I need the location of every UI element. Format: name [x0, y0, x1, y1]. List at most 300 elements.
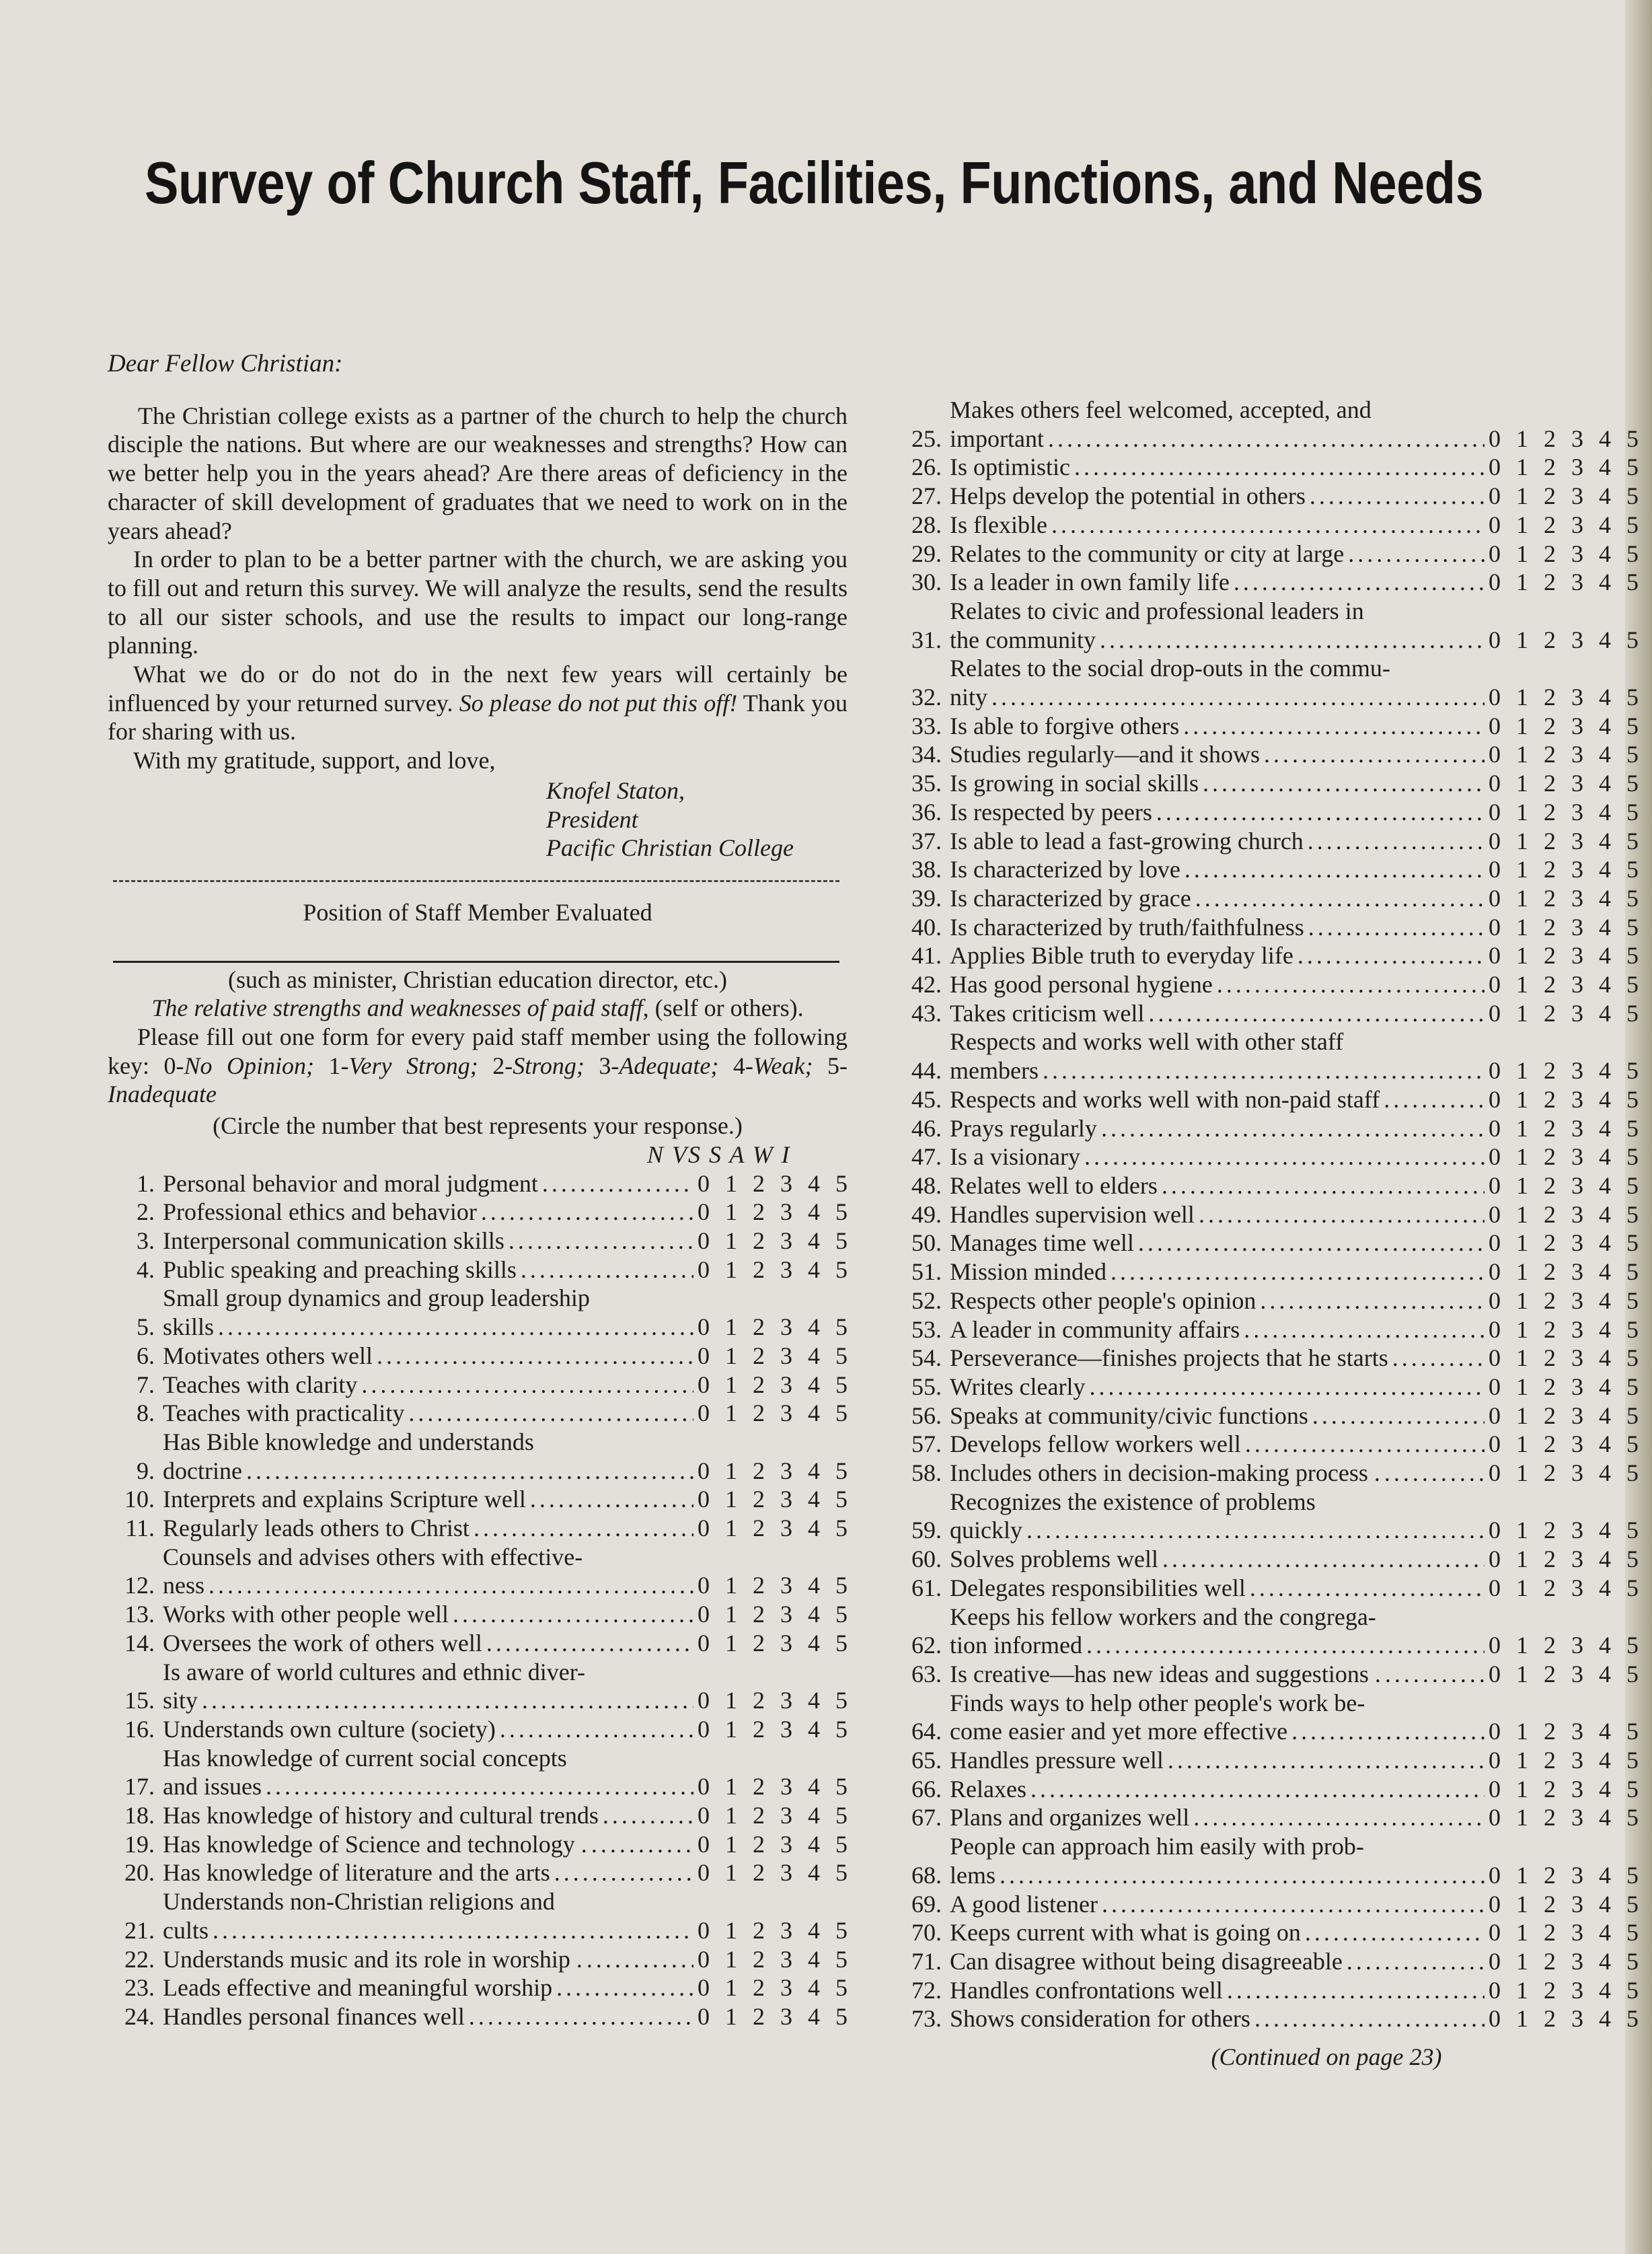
item-line — [950, 396, 1489, 425]
item-number: 48. — [911, 1171, 942, 1199]
survey-item — [108, 1830, 848, 1859]
item-number: 53. — [911, 1315, 942, 1343]
survey-item — [893, 1746, 1639, 1775]
rating-options[interactable]: 0 1 2 3 4 5 — [698, 1342, 848, 1369]
item-text: Motivates others well — [163, 1342, 373, 1369]
item-text: Is a visionary — [950, 1143, 1080, 1171]
item-number: 26. — [911, 453, 942, 481]
item-text-block — [950, 1459, 1489, 1488]
item-number: 7. — [137, 1371, 155, 1398]
survey-item — [893, 1918, 1639, 1947]
item-number: 23. — [124, 1974, 155, 2002]
survey-item — [893, 511, 1639, 540]
rating-options[interactable]: 0 1 2 3 4 5 — [698, 1227, 848, 1254]
rating-options[interactable]: 0 1 2 3 4 5 — [1489, 1229, 1639, 1257]
survey-item — [108, 1629, 848, 1658]
item-line — [163, 1457, 698, 1486]
rating-options[interactable]: 0 1 2 3 4 5 — [1489, 1546, 1639, 1573]
survey-item — [893, 941, 1639, 970]
rating-options[interactable]: 0 1 2 3 4 5 — [1489, 626, 1639, 653]
item-line — [950, 1027, 1489, 1056]
key-3: 3- — [584, 1052, 620, 1079]
item-text: Is a leader in own family life — [950, 569, 1230, 596]
rating-options[interactable]: 0 1 2 3 4 5 — [1489, 1947, 1639, 1975]
rating-options[interactable]: 0 1 2 3 4 5 — [1489, 798, 1639, 826]
leader-dots — [481, 1198, 693, 1227]
rating-options[interactable]: 0 1 2 3 4 5 — [1489, 884, 1639, 912]
item-text: Has knowledge of history and cultural trends — [163, 1802, 599, 1829]
leader-dots — [1086, 1631, 1485, 1660]
item-number: 27. — [911, 482, 942, 510]
item-line — [950, 827, 1489, 856]
survey-item — [108, 1858, 848, 1887]
item-line — [950, 1775, 1489, 1804]
leader-dots — [1043, 1056, 1485, 1085]
item-text-block — [950, 1603, 1489, 1660]
item-number: 65. — [911, 1747, 942, 1774]
survey-item — [893, 970, 1639, 999]
item-text-block — [950, 769, 1489, 798]
item-line — [950, 1373, 1489, 1402]
item-number: 33. — [911, 712, 942, 739]
rating-options[interactable]: 0 1 2 3 4 5 — [1489, 1402, 1639, 1429]
rating-options[interactable]: 0 1 2 3 4 5 — [698, 1256, 848, 1283]
survey-item — [893, 1344, 1639, 1373]
item-line — [950, 425, 1489, 453]
rating-options[interactable]: 0 1 2 3 4 5 — [1489, 1775, 1639, 1803]
rating-options[interactable]: 0 1 2 3 4 5 — [1489, 1574, 1639, 1601]
key-adequate: Adequate; — [619, 1052, 719, 1079]
leader-dots — [1111, 1258, 1485, 1286]
item-line — [950, 941, 1489, 970]
rating-options[interactable]: 0 1 2 3 4 5 — [698, 1859, 848, 1887]
letter-closing: With my gratitude, support, and love, — [133, 747, 496, 774]
rating-options[interactable]: 0 1 2 3 4 5 — [1489, 999, 1639, 1027]
item-text: Is creative—has new ideas and suggestions . — [950, 1660, 1381, 1687]
item-text-block — [950, 1344, 1489, 1373]
rating-options[interactable]: 0 1 2 3 4 5 — [1489, 569, 1639, 596]
item-line — [950, 999, 1489, 1028]
rating-options[interactable]: 0 1 2 3 4 5 — [698, 2002, 848, 2030]
item-text: Prays regularly — [950, 1114, 1097, 1142]
item-number: 30. — [911, 569, 942, 596]
leader-dots — [1084, 1142, 1485, 1171]
item-text: Relates to civic and professional leaders in — [950, 597, 1364, 624]
item-number: 56. — [911, 1402, 942, 1429]
rating-options[interactable]: 0 1 2 3 4 5 — [698, 1371, 848, 1398]
leader-dots — [1048, 425, 1485, 453]
item-text-block — [950, 827, 1489, 856]
survey-item — [893, 597, 1639, 654]
item-text-block — [163, 1600, 698, 1629]
item-number: 38. — [911, 856, 942, 883]
key-strong: Strong; — [513, 1052, 585, 1079]
item-text: Relates to the social drop-outs in the commu- — [950, 655, 1390, 682]
position-hint: (such as minister, Christian education director, etc.) — [228, 966, 727, 993]
rating-options[interactable]: 0 1 2 3 4 5 — [698, 1830, 848, 1858]
survey-item — [108, 1887, 848, 1944]
key-very-strong: Very Strong; — [348, 1052, 478, 1079]
rating-options[interactable]: 0 1 2 3 4 5 — [1489, 1459, 1639, 1487]
key-1: 1- — [314, 1052, 349, 1079]
survey-item — [108, 1658, 848, 1715]
item-line — [163, 1658, 698, 1687]
item-text: Writes clearly — [950, 1373, 1086, 1400]
item-number: 58. — [911, 1459, 942, 1487]
rating-options[interactable]: 0 1 2 3 4 5 — [698, 1802, 848, 1829]
item-line — [163, 1371, 698, 1399]
survey-item — [893, 1459, 1639, 1488]
item-line — [950, 597, 1489, 626]
item-text: tion informed — [950, 1632, 1082, 1659]
item-number: 21. — [124, 1916, 155, 1944]
rating-options[interactable]: 0 1 2 3 4 5 — [1489, 1373, 1639, 1400]
rating-options[interactable]: 0 1 2 3 4 5 — [1489, 1919, 1639, 1947]
survey-item — [893, 1258, 1639, 1286]
leader-dots — [542, 1169, 693, 1198]
item-text-block — [163, 1801, 698, 1830]
rating-options[interactable]: 0 1 2 3 4 5 — [1489, 1171, 1639, 1199]
rating-options[interactable]: 0 1 2 3 4 5 — [698, 1629, 848, 1657]
item-text: Is flexible — [950, 511, 1047, 538]
item-line — [950, 1803, 1489, 1832]
item-text: Manages time well — [950, 1229, 1134, 1257]
survey-item — [108, 1227, 848, 1256]
rating-options[interactable]: 0 1 2 3 4 5 — [1489, 1976, 1639, 2004]
leader-dots — [486, 1629, 693, 1658]
rating-options[interactable]: 0 1 2 3 4 5 — [698, 1601, 848, 1628]
item-text-block — [163, 1169, 698, 1198]
item-text: Is able to lead a fast-growing church — [950, 827, 1304, 855]
rating-options[interactable]: 0 1 2 3 4 5 — [1489, 741, 1639, 768]
leader-dots — [1234, 568, 1485, 597]
survey-item — [893, 999, 1639, 1028]
rating-options[interactable]: 0 1 2 3 4 5 — [1489, 1114, 1639, 1142]
rating-options[interactable]: 0 1 2 3 4 5 — [1489, 1057, 1639, 1085]
letter-paragraph-2: In order to plan to be a better partner with the church, we are asking you to fill out and return this survey. We will analyze the results, send the results to all our sister schools, and use the results to impact our long-range planning. — [108, 546, 848, 659]
item-number: 51. — [911, 1258, 942, 1286]
rating-options[interactable]: 0 1 2 3 4 5 — [698, 1515, 848, 1542]
rating-options[interactable]: 0 1 2 3 4 5 — [1489, 1143, 1639, 1171]
item-number: 12. — [124, 1572, 155, 1599]
item-line — [950, 1114, 1489, 1143]
rating-options[interactable]: 0 1 2 3 4 5 — [698, 1773, 848, 1801]
item-text-block — [950, 1258, 1489, 1286]
leader-dots — [1203, 769, 1485, 798]
item-number: 35. — [911, 770, 942, 797]
item-text: Is characterized by love — [950, 856, 1180, 883]
rating-options[interactable]: 0 1 2 3 4 5 — [1489, 1258, 1639, 1286]
left-column — [108, 350, 848, 2031]
item-text-block — [950, 1171, 1489, 1200]
survey-item — [893, 396, 1639, 453]
item-text-block — [163, 1227, 698, 1256]
item-line — [163, 1514, 698, 1543]
item-line — [163, 1916, 698, 1945]
item-number: 34. — [911, 741, 942, 768]
item-text-block — [950, 941, 1489, 970]
survey-item — [108, 1342, 848, 1371]
rating-options[interactable]: 0 1 2 3 4 5 — [1489, 856, 1639, 883]
rating-options[interactable]: 0 1 2 3 4 5 — [1489, 1861, 1639, 1889]
item-number: 57. — [911, 1430, 942, 1458]
rating-options[interactable]: 0 1 2 3 4 5 — [1489, 1632, 1639, 1659]
item-number: 25. — [911, 425, 942, 452]
survey-item — [893, 568, 1639, 597]
survey-item — [108, 1715, 848, 1744]
item-line — [950, 798, 1489, 827]
item-text-block — [950, 511, 1489, 540]
item-text: Is aware of world cultures and ethnic diver- — [163, 1658, 586, 1685]
rating-options[interactable]: 0 1 2 3 4 5 — [698, 1715, 848, 1743]
item-text-block — [163, 1198, 698, 1227]
rating-options[interactable]: 0 1 2 3 4 5 — [1489, 1660, 1639, 1687]
item-number: 47. — [911, 1143, 942, 1171]
rating-options[interactable]: 0 1 2 3 4 5 — [1489, 1517, 1639, 1544]
leader-dots — [213, 1916, 693, 1945]
item-text-block — [950, 1200, 1489, 1229]
survey-item — [108, 1973, 848, 2002]
rating-options[interactable]: 0 1 2 3 4 5 — [698, 1916, 848, 1944]
survey-item — [893, 1286, 1639, 1315]
leader-dots — [1312, 1402, 1485, 1430]
item-number: 60. — [911, 1546, 942, 1573]
item-text: People can approach him easily with prob- — [950, 1833, 1364, 1860]
item-text: Shows consideration for others — [950, 2005, 1250, 2033]
survey-item — [893, 1229, 1639, 1258]
rating-options[interactable]: 0 1 2 3 4 5 — [698, 1974, 848, 2002]
leader-dots — [1250, 1574, 1485, 1603]
item-line — [950, 1976, 1489, 2005]
item-text: Finds ways to help other people's work be- — [950, 1689, 1365, 1716]
survey-item — [108, 1428, 848, 1485]
key-2: 2- — [478, 1052, 513, 1079]
leader-dots — [991, 683, 1485, 712]
item-text-block — [950, 1947, 1489, 1976]
item-text: Handles supervision well — [950, 1200, 1195, 1228]
rating-options[interactable]: 0 1 2 3 4 5 — [698, 1399, 848, 1427]
survey-item — [893, 1402, 1639, 1430]
item-text: Interpersonal communication skills — [163, 1227, 504, 1254]
item-text: Personal behavior and moral judgment — [163, 1169, 538, 1197]
item-text: Is able to forgive others — [950, 712, 1180, 739]
item-line — [163, 1600, 698, 1629]
rating-options[interactable]: 0 1 2 3 4 5 — [1489, 1085, 1639, 1113]
leader-dots — [1385, 1660, 1485, 1689]
item-text: cults — [163, 1916, 209, 1944]
rating-options[interactable]: 0 1 2 3 4 5 — [698, 1486, 848, 1513]
item-line — [950, 1947, 1489, 1976]
item-text: Respects and works well with non-paid staff — [950, 1085, 1380, 1113]
rating-options[interactable]: 0 1 2 3 4 5 — [1489, 1344, 1639, 1372]
item-text: Has knowledge of current social concepts — [163, 1744, 567, 1772]
letter-emphasis: So please do not put this off! — [459, 689, 738, 717]
item-line — [950, 511, 1489, 540]
leader-dots — [1195, 884, 1485, 913]
item-text: Oversees the work of others well — [163, 1629, 482, 1657]
item-text-block — [950, 798, 1489, 827]
survey-item — [108, 1198, 848, 1227]
item-number: 43. — [911, 999, 942, 1027]
item-line — [950, 1430, 1489, 1459]
leader-dots — [556, 1973, 693, 2002]
rating-options[interactable]: 0 1 2 3 4 5 — [1489, 971, 1639, 998]
leader-dots — [591, 1830, 693, 1859]
rating-options[interactable]: 0 1 2 3 4 5 — [1489, 511, 1639, 538]
item-text-block — [163, 1342, 698, 1371]
rating-options[interactable]: 0 1 2 3 4 5 — [698, 1572, 848, 1599]
rating-options[interactable]: 0 1 2 3 4 5 — [698, 1457, 848, 1484]
item-text-block — [163, 1658, 698, 1715]
item-line — [163, 1945, 698, 1974]
rating-options[interactable]: 0 1 2 3 4 5 — [1489, 1890, 1639, 1918]
leader-dots — [509, 1227, 693, 1256]
item-text: Understands music and its role in worship . — [163, 1945, 583, 1973]
item-text: come easier and yet more effective — [950, 1718, 1288, 1745]
survey-item — [108, 1399, 848, 1428]
item-line — [950, 654, 1489, 683]
item-text: Understands own culture (society) — [163, 1715, 496, 1743]
survey-item — [893, 1689, 1639, 1746]
rating-options[interactable]: 0 1 2 3 4 5 — [1489, 684, 1639, 711]
item-text: Respects other people's opinion — [950, 1286, 1256, 1314]
item-text: the community — [950, 626, 1096, 653]
rating-options[interactable]: 0 1 2 3 4 5 — [1489, 1804, 1639, 1831]
rating-options[interactable]: 0 1 2 3 4 5 — [1489, 827, 1639, 855]
item-line — [950, 1574, 1489, 1603]
item-text: nity — [950, 684, 988, 711]
survey-item — [108, 1543, 848, 1600]
item-text-block — [950, 1890, 1489, 1919]
item-text-block — [163, 1744, 698, 1801]
item-line — [950, 855, 1489, 884]
rating-options[interactable]: 0 1 2 3 4 5 — [1489, 425, 1639, 452]
item-line — [950, 1660, 1489, 1689]
item-line — [950, 1286, 1489, 1315]
item-number: 70. — [911, 1919, 942, 1947]
leader-dots — [1089, 1373, 1485, 1402]
item-line — [950, 1229, 1489, 1258]
item-line — [163, 1485, 698, 1514]
instructions-intro — [108, 994, 848, 1023]
item-number: 73. — [911, 2005, 942, 2033]
item-text: Perseverance—finishes projects that he starts — [950, 1344, 1388, 1372]
item-text: members — [950, 1057, 1039, 1085]
item-text: Plans and organizes well — [950, 1804, 1190, 1831]
item-number: 42. — [911, 971, 942, 998]
leader-dots — [1260, 1286, 1485, 1315]
survey-item — [893, 1660, 1639, 1689]
rating-options[interactable]: 0 1 2 3 4 5 — [1489, 1430, 1639, 1458]
survey-item — [893, 1775, 1639, 1804]
survey-item — [893, 1947, 1639, 1976]
item-number: 19. — [124, 1830, 155, 1858]
rating-options[interactable]: 0 1 2 3 4 5 — [1489, 1286, 1639, 1314]
item-text: Keeps current with what is going on — [950, 1919, 1301, 1947]
signature-org: Pacific Christian College — [546, 834, 794, 862]
item-line — [950, 1171, 1489, 1200]
item-text-block — [950, 1832, 1489, 1889]
item-line — [163, 1973, 698, 2002]
rating-options[interactable]: 0 1 2 3 4 5 — [698, 1945, 848, 1973]
item-text-block — [950, 1114, 1489, 1143]
rating-options[interactable]: 0 1 2 3 4 5 — [698, 1169, 848, 1197]
letter-paragraph-3-text: What we do or do not do in the next few years will certainly be influenced by your returned survey. — [108, 661, 848, 717]
item-text-block — [950, 1976, 1489, 2005]
rating-options[interactable]: 0 1 2 3 4 5 — [1489, 1315, 1639, 1343]
leader-dots — [530, 1485, 693, 1514]
item-line — [950, 1861, 1489, 1890]
leader-dots — [1199, 1200, 1485, 1229]
rating-options[interactable]: 0 1 2 3 4 5 — [1489, 540, 1639, 567]
rating-options[interactable]: 0 1 2 3 4 5 — [1489, 1747, 1639, 1774]
item-number: 49. — [911, 1200, 942, 1228]
survey-item — [893, 654, 1639, 711]
continued-note: (Continued on page 23) — [1211, 2043, 1442, 2071]
item-text: Speaks at community/civic functions — [950, 1402, 1308, 1429]
item-number: 20. — [124, 1859, 155, 1887]
item-text-block — [163, 1887, 698, 1944]
item-number: 13. — [124, 1601, 155, 1628]
rating-options[interactable]: 0 1 2 3 4 5 — [698, 1198, 848, 1226]
rating-options[interactable]: 0 1 2 3 4 5 — [1489, 2005, 1639, 2033]
survey-items-left — [108, 1169, 848, 2031]
item-line — [950, 453, 1489, 482]
leader-dots — [1162, 1545, 1485, 1574]
item-line — [950, 626, 1489, 655]
rating-options[interactable]: 0 1 2 3 4 5 — [1489, 712, 1639, 739]
leader-dots — [218, 1313, 693, 1342]
position-answer-line[interactable] — [113, 961, 839, 963]
item-text: Teaches with clarity — [163, 1371, 358, 1398]
item-text: Develops fellow workers well — [950, 1430, 1241, 1458]
item-number: 66. — [911, 1775, 942, 1803]
item-text-block — [163, 1284, 698, 1341]
rating-options[interactable]: 0 1 2 3 4 5 — [698, 1687, 848, 1714]
leader-dots — [1162, 1171, 1485, 1200]
signature-block — [546, 776, 848, 863]
survey-item — [893, 740, 1639, 769]
item-text-block — [950, 1803, 1489, 1832]
item-number: 15. — [124, 1687, 155, 1714]
item-text-block — [950, 1315, 1489, 1344]
rating-options[interactable]: 0 1 2 3 4 5 — [1489, 770, 1639, 797]
item-line — [950, 1402, 1489, 1430]
item-number: 41. — [911, 942, 942, 970]
rating-options[interactable]: 0 1 2 3 4 5 — [1489, 942, 1639, 970]
survey-item — [893, 540, 1639, 569]
item-text-block — [950, 654, 1489, 711]
item-line — [950, 1315, 1489, 1344]
item-line — [950, 1631, 1489, 1660]
rating-options[interactable]: 0 1 2 3 4 5 — [1489, 1718, 1639, 1745]
rating-options[interactable]: 0 1 2 3 4 5 — [1489, 913, 1639, 941]
leader-dots — [1193, 1803, 1485, 1832]
item-number: 36. — [911, 798, 942, 826]
rating-options[interactable]: 0 1 2 3 4 5 — [698, 1313, 848, 1341]
item-number: 3. — [137, 1227, 155, 1254]
signature-role: President — [546, 805, 638, 833]
item-number: 9. — [137, 1457, 155, 1484]
item-line — [163, 1284, 698, 1313]
leader-dots — [1298, 941, 1485, 970]
rating-options[interactable]: 0 1 2 3 4 5 — [1489, 482, 1639, 510]
item-text-block — [950, 1430, 1489, 1459]
rating-options[interactable]: 0 1 2 3 4 5 — [1489, 1200, 1639, 1228]
item-text-block — [163, 1399, 698, 1428]
signature-name: Knofel Staton, — [546, 776, 685, 804]
rating-options[interactable]: 0 1 2 3 4 5 — [1489, 453, 1639, 481]
